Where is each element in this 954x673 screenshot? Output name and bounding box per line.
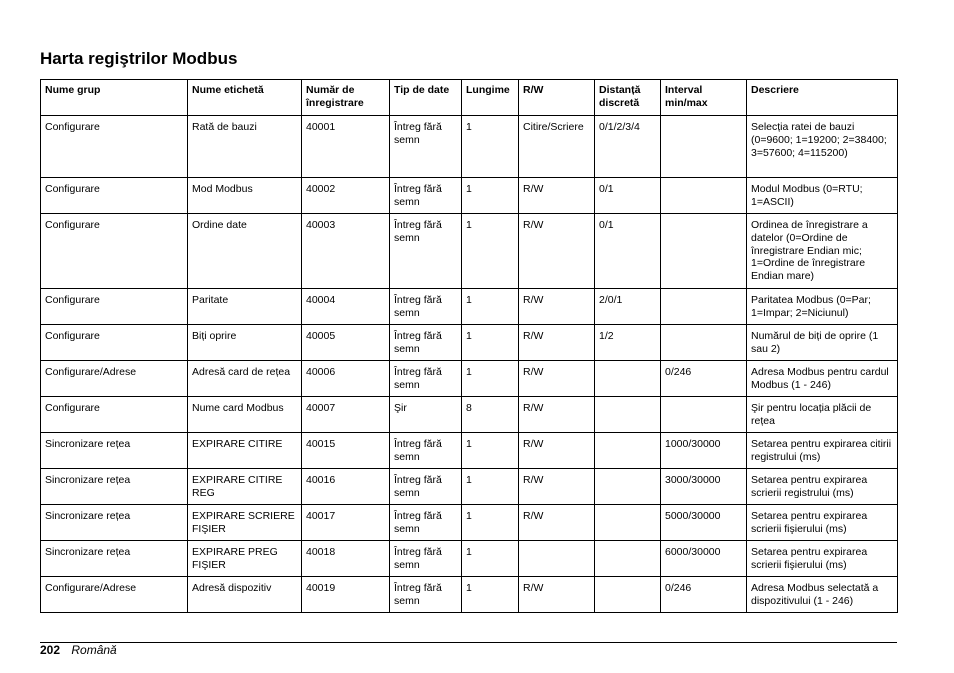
- cell-description: Paritatea Modbus (0=Par; 1=Impar; 2=Niciunul): [747, 289, 898, 325]
- cell-read-write: Citire/Scriere: [519, 116, 595, 178]
- cell-min-max-range: 1000/30000: [661, 433, 747, 469]
- cell-group-name: Sincronizare rețea: [41, 469, 188, 505]
- cell-register-number: 40017: [302, 505, 390, 541]
- cell-discrete-range: [595, 361, 661, 397]
- cell-data-type: Întreg fără semn: [390, 325, 462, 361]
- cell-register-number: 40005: [302, 325, 390, 361]
- cell-read-write: R/W: [519, 577, 595, 613]
- cell-min-max-range: [661, 178, 747, 214]
- cell-read-write: R/W: [519, 361, 595, 397]
- column-header-length: Lungime: [462, 80, 519, 116]
- table-row: [41, 505, 898, 541]
- modbus-register-table: [40, 79, 898, 613]
- cell-group-name: Configurare: [41, 289, 188, 325]
- cell-data-type: Întreg fără semn: [390, 116, 462, 178]
- column-header-description: Descriere: [747, 80, 898, 116]
- column-header-min-max-range: Interval min/max: [661, 80, 747, 116]
- cell-tag-name: Rată de bauzi: [188, 116, 302, 178]
- cell-length: 1: [462, 577, 519, 613]
- cell-description: Setarea pentru expirarea scrierii fişierului (ms): [747, 541, 898, 577]
- table-row: [41, 577, 898, 613]
- column-header-data-type: Tip de date: [390, 80, 462, 116]
- cell-register-number: 40006: [302, 361, 390, 397]
- cell-length: 1: [462, 541, 519, 577]
- table-row: [41, 397, 898, 433]
- table-row: [41, 116, 898, 178]
- column-header-tag-name: Nume etichetă: [188, 80, 302, 116]
- table-row: [41, 361, 898, 397]
- cell-data-type: Întreg fără semn: [390, 469, 462, 505]
- page-title: Harta regiştrilor Modbus: [40, 49, 238, 68]
- cell-min-max-range: [661, 116, 747, 178]
- cell-discrete-range: [595, 433, 661, 469]
- cell-description: Setarea pentru expirarea scrierii registrului (ms): [747, 469, 898, 505]
- cell-read-write: R/W: [519, 214, 595, 289]
- cell-min-max-range: 3000/30000: [661, 469, 747, 505]
- cell-length: 1: [462, 469, 519, 505]
- cell-register-number: 40015: [302, 433, 390, 469]
- cell-register-number: 40016: [302, 469, 390, 505]
- cell-length: 1: [462, 289, 519, 325]
- cell-tag-name: Mod Modbus: [188, 178, 302, 214]
- cell-length: 1: [462, 361, 519, 397]
- cell-length: 1: [462, 116, 519, 178]
- cell-data-type: Întreg fără semn: [390, 433, 462, 469]
- cell-group-name: Configurare: [41, 397, 188, 433]
- cell-group-name: Configurare: [41, 325, 188, 361]
- cell-data-type: Întreg fără semn: [390, 361, 462, 397]
- cell-register-number: 40004: [302, 289, 390, 325]
- cell-read-write: R/W: [519, 178, 595, 214]
- cell-data-type: Întreg fără semn: [390, 541, 462, 577]
- cell-discrete-range: [595, 469, 661, 505]
- footer-language: Română: [71, 643, 117, 657]
- cell-read-write: [519, 541, 595, 577]
- cell-register-number: 40007: [302, 397, 390, 433]
- cell-length: 1: [462, 214, 519, 289]
- cell-group-name: Configurare/Adrese: [41, 577, 188, 613]
- cell-group-name: Configurare: [41, 178, 188, 214]
- column-header-discrete-range: Distanță discretă: [595, 80, 661, 116]
- cell-min-max-range: [661, 397, 747, 433]
- cell-read-write: R/W: [519, 289, 595, 325]
- table-row: [41, 469, 898, 505]
- table-row: [41, 541, 898, 577]
- cell-discrete-range: 2/0/1: [595, 289, 661, 325]
- cell-min-max-range: 5000/30000: [661, 505, 747, 541]
- cell-length: 1: [462, 433, 519, 469]
- cell-discrete-range: [595, 541, 661, 577]
- cell-register-number: 40001: [302, 116, 390, 178]
- cell-discrete-range: 1/2: [595, 325, 661, 361]
- column-header-group-name: Nume grup: [41, 80, 188, 116]
- cell-discrete-range: [595, 577, 661, 613]
- cell-tag-name: EXPIRARE PREG FIŞIER: [188, 541, 302, 577]
- cell-discrete-range: 0/1: [595, 178, 661, 214]
- table-row: [41, 289, 898, 325]
- cell-min-max-range: 0/246: [661, 361, 747, 397]
- page-footer: [40, 643, 117, 657]
- cell-read-write: R/W: [519, 433, 595, 469]
- cell-read-write: R/W: [519, 505, 595, 541]
- cell-group-name: Configurare: [41, 116, 188, 178]
- cell-register-number: 40002: [302, 178, 390, 214]
- table-row: [41, 325, 898, 361]
- cell-discrete-range: 0/1: [595, 214, 661, 289]
- table-row: [41, 433, 898, 469]
- cell-data-type: Întreg fără semn: [390, 577, 462, 613]
- cell-register-number: 40019: [302, 577, 390, 613]
- cell-register-number: 40003: [302, 214, 390, 289]
- cell-register-number: 40018: [302, 541, 390, 577]
- cell-description: Selecția ratei de bauzi (0=9600; 1=19200; 2=38400; 3=57600; 4=115200): [747, 116, 898, 178]
- table-header-row: [41, 80, 898, 116]
- cell-data-type: Întreg fără semn: [390, 505, 462, 541]
- cell-description: Setarea pentru expirarea scrierii fişierului (ms): [747, 505, 898, 541]
- cell-min-max-range: [661, 325, 747, 361]
- cell-read-write: R/W: [519, 325, 595, 361]
- cell-tag-name: Biți oprire: [188, 325, 302, 361]
- cell-description: Adresa Modbus pentru cardul Modbus (1 - 246): [747, 361, 898, 397]
- cell-tag-name: EXPIRARE SCRIERE FIŞIER: [188, 505, 302, 541]
- table-row: [41, 178, 898, 214]
- cell-tag-name: EXPIRARE CITIRE: [188, 433, 302, 469]
- column-header-read-write: R/W: [519, 80, 595, 116]
- table-row: [41, 214, 898, 289]
- cell-length: 1: [462, 178, 519, 214]
- cell-discrete-range: 0/1/2/3/4: [595, 116, 661, 178]
- cell-min-max-range: 0/246: [661, 577, 747, 613]
- cell-discrete-range: [595, 505, 661, 541]
- cell-length: 1: [462, 325, 519, 361]
- cell-data-type: Întreg fără semn: [390, 289, 462, 325]
- cell-description: Adresa Modbus selectată a dispozitivului (1 - 246): [747, 577, 898, 613]
- cell-tag-name: Adresă dispozitiv: [188, 577, 302, 613]
- cell-description: Şir pentru locația plăcii de rețea: [747, 397, 898, 433]
- cell-length: 1: [462, 505, 519, 541]
- cell-min-max-range: 6000/30000: [661, 541, 747, 577]
- cell-description: Modul Modbus (0=RTU; 1=ASCII): [747, 178, 898, 214]
- cell-tag-name: Paritate: [188, 289, 302, 325]
- cell-discrete-range: [595, 397, 661, 433]
- cell-group-name: Sincronizare rețea: [41, 433, 188, 469]
- cell-group-name: Sincronizare rețea: [41, 505, 188, 541]
- cell-min-max-range: [661, 214, 747, 289]
- cell-data-type: Întreg fără semn: [390, 178, 462, 214]
- cell-tag-name: EXPIRARE CITIRE REG: [188, 469, 302, 505]
- cell-group-name: Sincronizare rețea: [41, 541, 188, 577]
- cell-tag-name: Adresă card de rețea: [188, 361, 302, 397]
- cell-group-name: Configurare: [41, 214, 188, 289]
- cell-data-type: Întreg fără semn: [390, 214, 462, 289]
- cell-length: 8: [462, 397, 519, 433]
- cell-read-write: R/W: [519, 469, 595, 505]
- cell-description: Setarea pentru expirarea citirii registrului (ms): [747, 433, 898, 469]
- cell-min-max-range: [661, 289, 747, 325]
- cell-tag-name: Nume card Modbus: [188, 397, 302, 433]
- cell-group-name: Configurare/Adrese: [41, 361, 188, 397]
- page-number: 202: [40, 643, 61, 657]
- cell-description: Numărul de biți de oprire (1 sau 2): [747, 325, 898, 361]
- cell-read-write: R/W: [519, 397, 595, 433]
- cell-description: Ordinea de înregistrare a datelor (0=Ordine de înregistrare Endian mic; 1=Ordine de înregistrare Endian mare): [747, 214, 898, 289]
- column-header-register-number: Număr de înregistrare: [302, 80, 390, 116]
- footer-divider: [40, 642, 897, 643]
- cell-data-type: Şir: [390, 397, 462, 433]
- cell-tag-name: Ordine date: [188, 214, 302, 289]
